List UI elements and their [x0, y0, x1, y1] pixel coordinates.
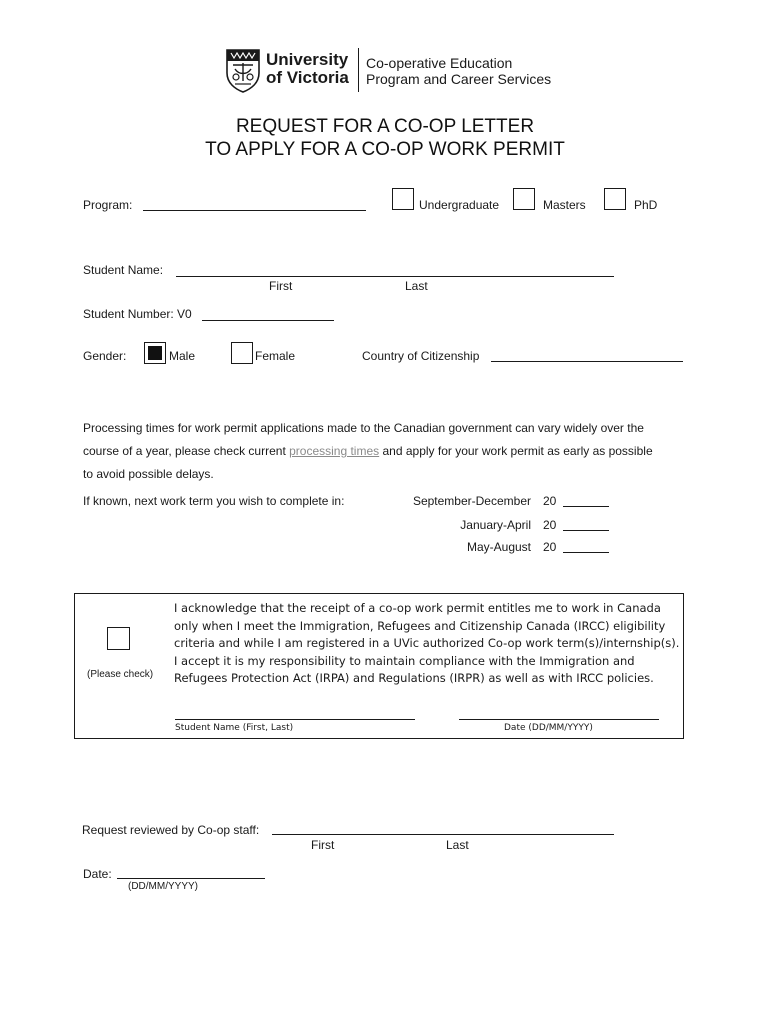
program-label: Program:	[83, 198, 133, 212]
masters-label: Masters	[543, 198, 586, 212]
student-last-label: Last	[405, 279, 428, 293]
citizenship-field[interactable]	[491, 361, 683, 362]
department-name	[366, 55, 551, 87]
work-term-label: If known, next work term you wish to complete in:	[83, 494, 345, 508]
masters-checkbox[interactable]	[513, 188, 535, 210]
female-checkbox[interactable]	[231, 342, 253, 364]
department-name-line1: Co-operative Education	[366, 55, 513, 71]
female-label: Female	[255, 349, 296, 363]
citizenship-label: Country of Citizenship	[362, 349, 480, 363]
acknowledgement-line: Refugees Protection Act (IRPA) and Regulations (IRPR) as well as with IRCC policies.	[174, 671, 654, 685]
staff-date-field[interactable]	[117, 878, 265, 879]
acknowledgement-text	[174, 600, 680, 688]
processing-times-link[interactable]: processing times	[289, 444, 380, 458]
processing-line2-end: and apply for your work permit as early as possible	[379, 444, 653, 458]
term-may-august: May-August	[466, 540, 531, 554]
acknowledgement-date-field[interactable]	[459, 719, 659, 720]
male-checkbox[interactable]	[144, 342, 166, 364]
staff-date-label: Date:	[83, 867, 112, 881]
program-field[interactable]	[143, 210, 366, 211]
student-first-label: First	[269, 279, 293, 293]
term-september-december: September-December	[412, 494, 531, 508]
term-year-field-may-aug[interactable]	[563, 552, 609, 553]
acknowledgement-line: I acknowledge that the receipt of a co-op work permit entitles me to work in Canada	[174, 601, 661, 615]
term-january-april: January-April	[460, 518, 531, 532]
title-line2: TO APPLY FOR A CO-OP WORK PERMIT	[205, 139, 565, 160]
staff-review-label: Request reviewed by Co-op staff:	[82, 823, 260, 837]
university-name-line1: University	[266, 50, 349, 69]
processing-line1: Processing times for work permit applications made to the Canadian government can vary widely over the	[83, 421, 644, 435]
staff-date-format: (DD/MM/YYYY)	[128, 881, 198, 892]
document-title	[0, 115, 770, 161]
phd-label: PhD	[634, 198, 658, 212]
term-year-field-sep-dec[interactable]	[563, 506, 609, 507]
acknowledgement-line: only when I meet the Immigration, Refugees and Citizenship Canada (IRCC) eligibility	[174, 618, 666, 633]
student-number-field[interactable]	[202, 320, 334, 321]
staff-last-label: Last	[446, 838, 469, 852]
term-year-prefix: 20	[543, 540, 557, 554]
male-label: Male	[169, 349, 196, 363]
phd-checkbox[interactable]	[604, 188, 626, 210]
term-year-prefix: 20	[543, 518, 557, 532]
title-line1: REQUEST FOR A CO-OP LETTER	[235, 116, 535, 137]
acknowledgement-line: criteria and while I am registered in a UVic authorized Co-op work term(s)/internship(s).	[174, 636, 680, 650]
acknowledgement-date-label: Date (DD/MM/YYYY)	[504, 723, 593, 733]
term-year-field-jan-apr[interactable]	[563, 530, 609, 531]
term-year-prefix: 20	[543, 494, 557, 508]
processing-line2-start: course of a year, please check current	[83, 444, 290, 458]
undergraduate-label: Undergraduate	[419, 198, 500, 212]
acknowledgement-checkbox[interactable]	[107, 627, 130, 650]
student-signature-field[interactable]	[175, 719, 415, 720]
student-number-label: Student Number: V0	[83, 307, 192, 321]
acknowledgement-line: I accept it is my responsibility to maintain compliance with the Immigration and	[174, 653, 635, 668]
student-name-field[interactable]	[176, 276, 614, 277]
staff-name-field[interactable]	[272, 834, 614, 835]
university-name	[266, 51, 349, 87]
logo-divider	[358, 48, 359, 92]
university-name-line2: of Victoria	[266, 68, 349, 87]
student-signature-label: Student Name (First, Last)	[175, 723, 294, 733]
staff-first-label: First	[311, 838, 335, 852]
undergraduate-checkbox[interactable]	[392, 188, 414, 210]
student-name-label: Student Name:	[83, 263, 164, 277]
processing-line3: to avoid possible delays.	[83, 467, 214, 481]
university-crest-icon	[225, 47, 261, 93]
department-name-line2: Program and Career Services	[366, 71, 552, 87]
processing-line2	[83, 444, 653, 458]
please-check-label: (Please check)	[87, 669, 154, 680]
gender-label: Gender:	[83, 349, 127, 363]
